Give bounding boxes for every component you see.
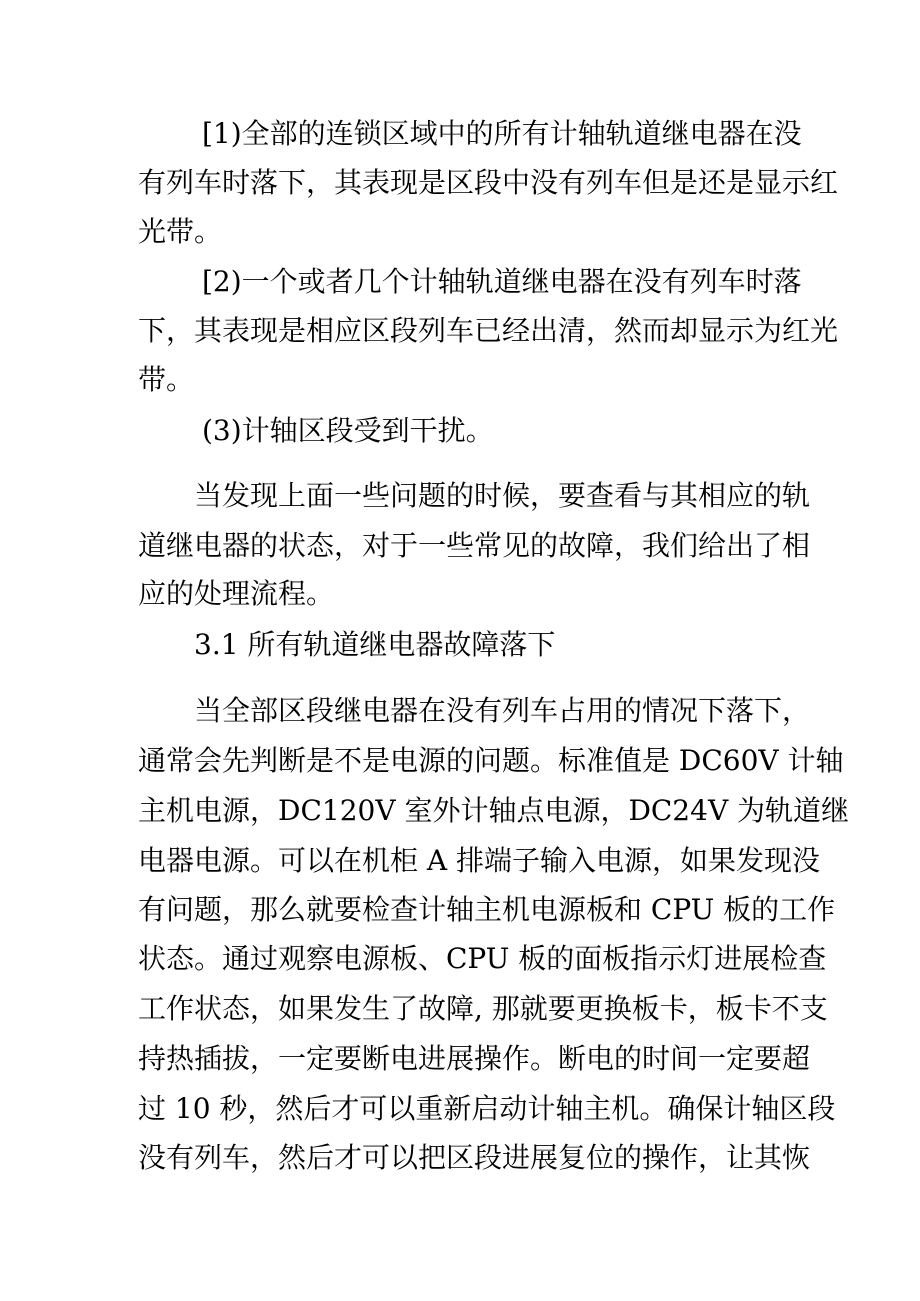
item-1-line-2: 有列车时落下，其表现是区段中没有列车但是还是显示红 [138,166,839,199]
item-2-line-3: 带。 [138,363,195,396]
item-2-line-1: [2)一个或者几个计轴轨道继电器在没有列车时落 [202,265,802,298]
intro-line-2: 道继电器的状态，对于一些常见的故障，我们给出了相 [138,529,811,562]
body-line-8: 持热插拔，一定要断电进展操作。断电的时间一定要超 [138,1042,811,1075]
item-1-line-3: 光带。 [138,215,223,248]
intro-line-1: 当发现上面一些问题的时候，要查看与其相应的轨 [194,479,811,512]
item-2-line-2: 下，其表现是相应区段列车已经出清，然而却显示为红光 [138,314,839,347]
section-heading: 3.1 所有轨道继电器故障落下 [194,628,556,661]
body-line-7: 工作状态，如果发生了故障, 那就要更换板卡，板卡不支 [138,992,828,1025]
body-line-10: 没有列车，然后才可以把区段进展复位的操作，让其恢 [138,1141,811,1174]
body-line-2: 通常会先判断是不是电源的问题。标准值是 DC60V 计轴 [138,744,844,777]
body-line-3: 主机电源，DC120V 室外计轴点电源，DC24V 为轨道继 [138,794,850,827]
body-line-9: 过 10 秒，然后才可以重新启动计轴主机。确保计轴区段 [138,1092,836,1125]
body-line-4: 电器电源。可以在机柜 A 排端子输入电源，如果发现没 [138,844,821,877]
body-line-1: 当全部区段继电器在没有列车占用的情况下落下， [194,694,811,727]
body-line-6: 状态。通过观察电源板、CPU 板的面板指示灯进展检查 [138,942,827,975]
item-3-line-1: (3)计轴区段受到干扰。 [202,414,494,447]
body-line-5: 有问题，那么就要检查计轴主机电源板和 CPU 板的工作 [138,893,836,926]
item-1-line-1: [1)全部的连锁区域中的所有计轴轨道继电器在没 [202,117,802,150]
intro-line-3: 应的处理流程。 [138,577,335,610]
